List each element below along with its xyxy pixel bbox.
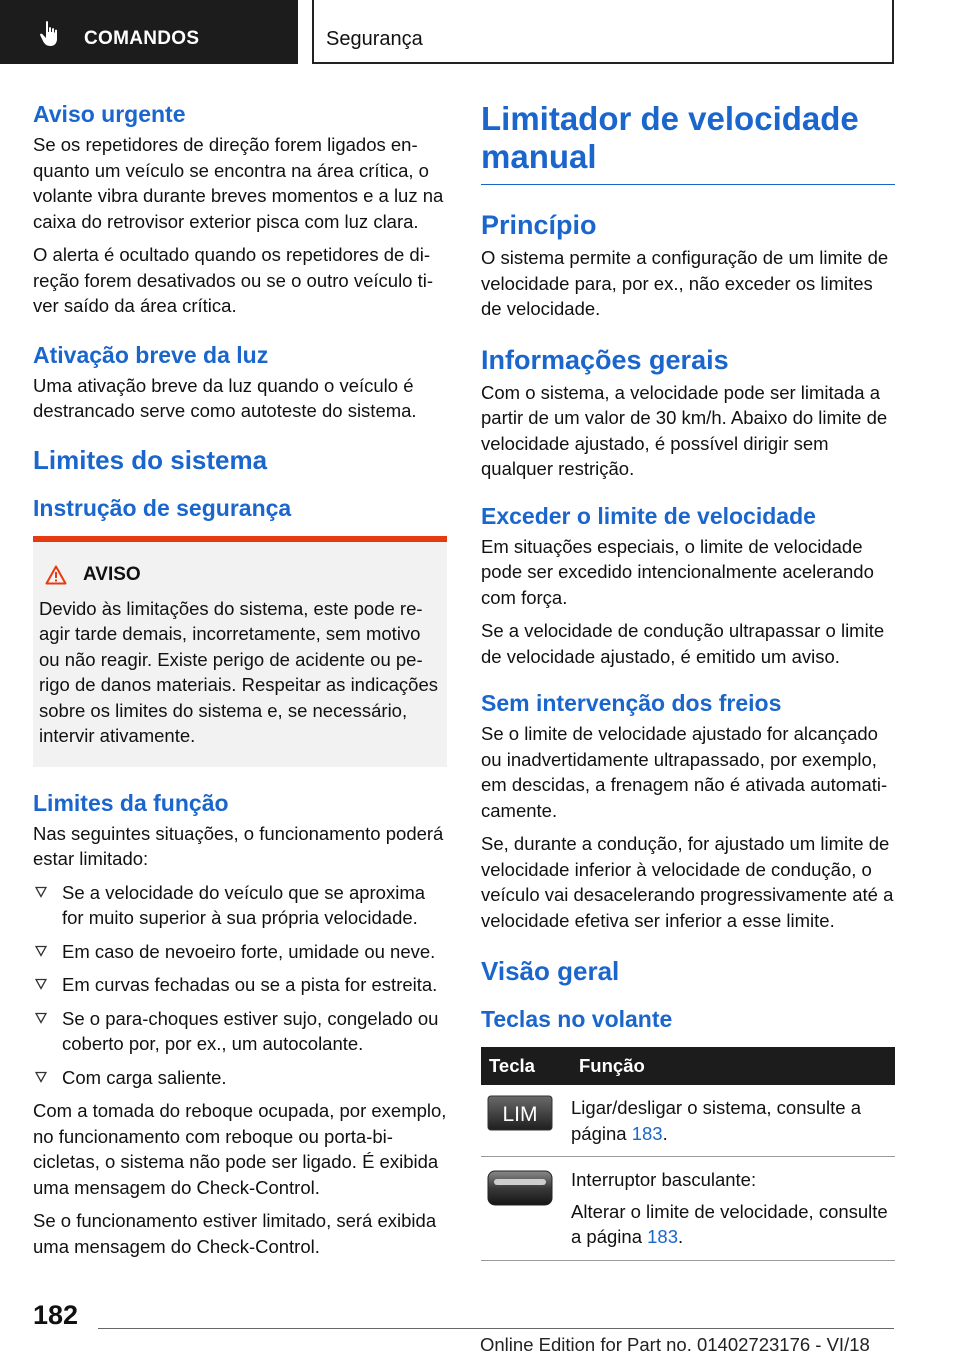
page-reference-link[interactable]: 183 (647, 1226, 678, 1247)
function-cell: Ligar/desligar o sistema, consulte a página 183. (571, 1085, 895, 1157)
paragraph: Se, durante a condução, for ajustado um limite de velocidade inferior à velocidade de condução, o veículo vai desacelerando progressivamente até a velocidade efetiva ser inferior a esse limite. (481, 833, 894, 931)
heading-info: Informações gerais (481, 344, 729, 375)
warning-header (39, 564, 439, 586)
lim-button-label: LIM (502, 1103, 538, 1126)
key-cell (481, 1085, 571, 1157)
paragraph: Com a tomada do reboque ocupada, por exemplo, no funcionamento com reboque ou porta-bicicletas, o sistema não pode ser ligado. É exibida uma mensagem do Check-Control. (33, 1100, 447, 1198)
warning-triangle-icon (45, 565, 67, 585)
list-item: Em curvas fechadas ou se a pista for estreita. (33, 972, 447, 998)
paragraph: O sistema permite a configuração de um limite de velocidade para, por ex., não exceder os limites de velocidade. (481, 247, 889, 319)
column-header-key: Tecla (481, 1047, 571, 1085)
triangle-bullet-icon (35, 1012, 47, 1024)
paragraph: Se a velocidade de condução ultrapassar o limite de velocidade ajustado, é emitido um aviso. (481, 620, 885, 667)
table-header-row (481, 1047, 895, 1085)
heading-principio: Princípio (481, 210, 597, 240)
page-title: Limitador de velocidade manual (481, 100, 859, 175)
list-item: Se o para-choques estiver sujo, congelado ou coberto por, por ex., um autocolante. (33, 1006, 447, 1057)
function-cell: Interruptor basculante: Alterar o limite de velocidade, consulte a página 183. (571, 1157, 895, 1261)
left-column (33, 100, 447, 1267)
heading-freios: Sem intervenção dos freios (481, 690, 782, 716)
key-cell (481, 1157, 571, 1261)
heading-exceder: Exceder o limite de velocidade (481, 502, 816, 529)
triangle-bullet-icon (35, 978, 47, 990)
chapter-tab (0, 0, 298, 64)
paragraph: Uma ativação breve da luz quando o veículo é destrancado serve como autoteste do sistema. (33, 374, 417, 421)
paragraph: Nas seguintes situações, o funcionamento poderá estar limitado: (33, 822, 444, 869)
triangle-bullet-icon (35, 886, 47, 898)
heading-limites-sistema: Limites do sistema (33, 444, 268, 475)
list-item: Em caso de nevoeiro forte, umidade ou neve. (33, 939, 447, 965)
right-column (481, 100, 895, 1261)
paragraph: Com o sistema, a velocidade pode ser limitada a partir de um valor de 30 km/h. Abaixo do limite de velocidade ajustado, é possível dirigir sem qualquer restrição. (481, 381, 888, 479)
paragraph: Se os repetidores de direção forem ligados enquanto um veículo se encontra na área crítica, o volante vibra durante breves momentos e a luz na caixa do retrovisor exterior pisca com luz clara. (33, 134, 444, 232)
hand-pointer-icon (38, 20, 62, 48)
triangle-bullet-icon (35, 945, 47, 957)
keys-table (481, 1047, 895, 1261)
paragraph: Se o limite de velocidade ajustado for alcançado ou inadvertidamente ultrapassado, por exemplo, em descidas, a frenagem não é ativada automaticamente. (481, 723, 888, 821)
column-header-function: Função (571, 1047, 895, 1085)
heading-instrucao: Instrução de segurança (33, 494, 292, 521)
paragraph: Se o funcionamento estiver limitado, será exibida uma mensagem do Check-Control. (33, 1210, 437, 1257)
list-item: Com carga saliente. (33, 1065, 447, 1091)
footer-edition: Online Edition for Part no. 01402723176 - VI/18 (480, 1334, 870, 1355)
table-row (481, 1157, 895, 1261)
page-number: 182 (33, 1300, 79, 1330)
paragraph: O alerta é ocultado quando os repetidores de direção forem desativados ou se o outro veículo tiver saído da área crítica. (33, 244, 434, 316)
section-title: Segurança (326, 28, 423, 50)
list-item: Se a velocidade do veículo que se aproxima for muito superior à sua própria velocidade. (33, 880, 447, 931)
heading-aviso-urgente: Aviso urgente (33, 101, 186, 127)
title-divider (481, 184, 895, 185)
heading-limites-funcao: Limites da função (33, 789, 229, 816)
heading-ativacao: Ativação breve da luz (33, 341, 269, 368)
triangle-bullet-icon (35, 1071, 47, 1083)
heading-teclas: Teclas no volante (481, 1006, 673, 1032)
lim-button-icon (487, 1095, 553, 1131)
chapter-title: COMANDOS (84, 28, 200, 49)
bullet-list (33, 880, 447, 1091)
footer-divider (98, 1328, 894, 1329)
heading-visao-geral: Visão geral (481, 956, 620, 986)
warning-text: Devido às limitações do sistema, este pode reagir tarde demais, incorretamente, sem motivo ou não reagir. Existe perigo de acidente ou perigo de danos materiais. Respeitar as indicações sobre os limites do sistema e, se necessário, intervir ativamente. (39, 597, 438, 746)
warning-box (33, 536, 447, 767)
warning-label: AVISO (83, 563, 141, 585)
page-reference-link[interactable]: 183 (631, 1122, 663, 1144)
rocker-switch-icon (487, 1167, 553, 1209)
table-row (481, 1085, 895, 1157)
paragraph: Em situações especiais, o limite de velocidade pode ser excedido intencionalmente acelerando com força. (481, 535, 874, 608)
